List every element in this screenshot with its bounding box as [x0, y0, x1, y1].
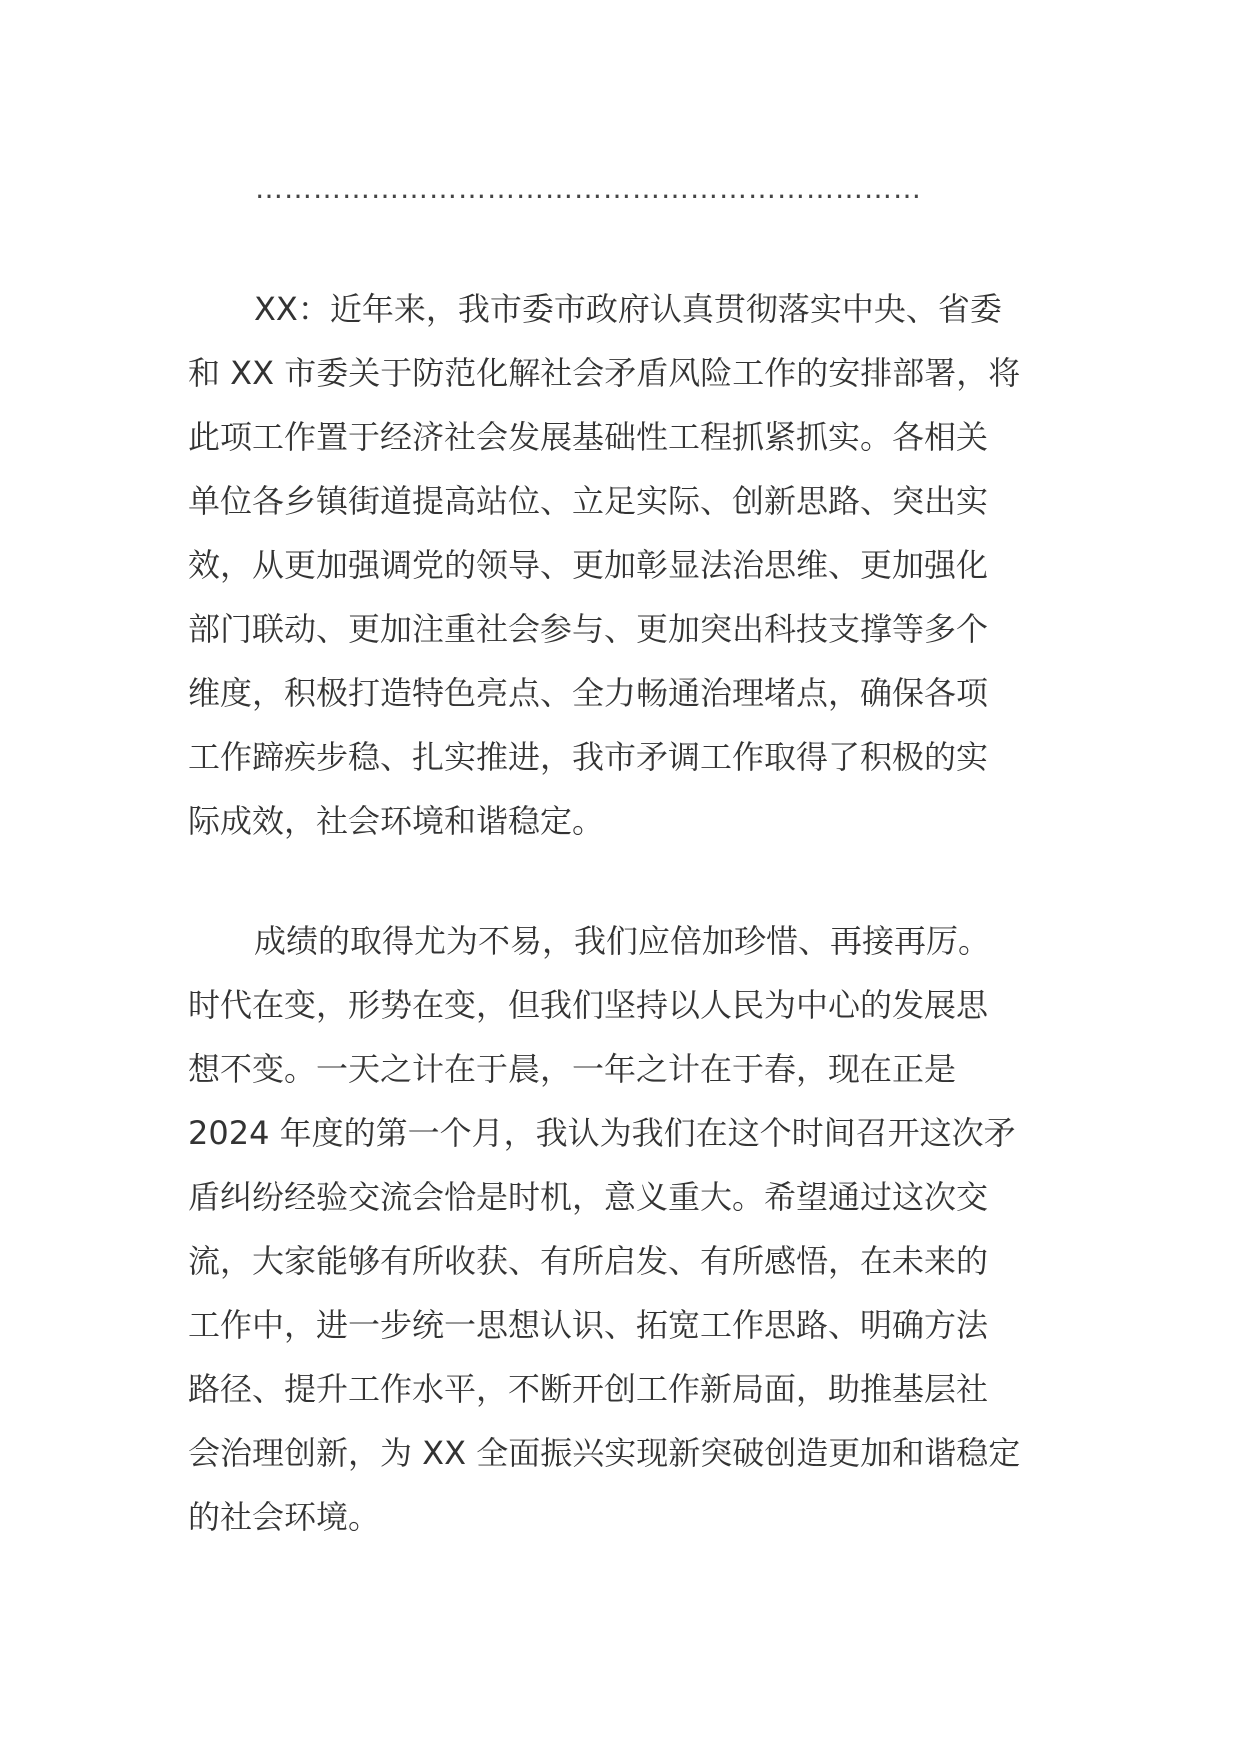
- paragraph-line: 工作蹄疾步稳、扎实推进，我市矛调工作取得了积极的实: [188, 738, 989, 776]
- paragraph-line: XX：近年来，我市委市政府认真贯彻落实中央、省委: [254, 290, 1002, 328]
- paragraph-line: 维度，积极打造特色亮点、全力畅通治理堵点，确保各项: [188, 674, 989, 712]
- paragraph-line: 部门联动、更加注重社会参与、更加突出科技支撑等多个: [188, 610, 989, 648]
- paragraph-line: 的社会环境。: [188, 1498, 381, 1536]
- paragraph-line: 成绩的取得尤为不易，我们应倍加珍惜、再接再厉。: [254, 922, 991, 960]
- paragraph-line: 流，大家能够有所收获、有所启发、有所感悟，在未来的: [188, 1242, 989, 1280]
- separator-dots: ……………………………………………………………: [255, 175, 922, 203]
- paragraph-line: 路径、提升工作水平，不断开创工作新局面，助推基层社: [188, 1370, 989, 1408]
- paragraph-line: 想不变。一天之计在于晨，一年之计在于春，现在正是: [188, 1050, 957, 1088]
- paragraph-line: 会治理创新，为 XX 全面振兴实现新突破创造更加和谐稳定: [188, 1434, 1021, 1472]
- paragraph-1: [188, 277, 1056, 853]
- paragraph-line: 此项工作置于经济社会发展基础性工程抓紧抓实。各相关: [188, 418, 989, 456]
- paragraph-line: 单位各乡镇街道提高站位、立足实际、创新思路、突出实: [188, 482, 989, 520]
- paragraph-line: 和 XX 市委关于防范化解社会矛盾风险工作的安排部署，将: [188, 354, 1021, 392]
- paragraph-line: 际成效，社会环境和谐稳定。: [188, 802, 605, 840]
- paragraph-line: 盾纠纷经验交流会恰是时机，意义重大。希望通过这次交: [188, 1178, 989, 1216]
- paragraph-line: 工作中，进一步统一思想认识、拓宽工作思路、明确方法: [188, 1306, 989, 1344]
- paragraph-line: 时代在变，形势在变，但我们坚持以人民为中心的发展思: [188, 986, 989, 1024]
- paragraph-line: 2024 年度的第一个月，我认为我们在这个时间召开这次矛: [188, 1114, 1016, 1152]
- paragraph-line: 效，从更加强调党的领导、更加彰显法治思维、更加强化: [188, 546, 989, 584]
- paragraph-2: [188, 909, 1056, 1549]
